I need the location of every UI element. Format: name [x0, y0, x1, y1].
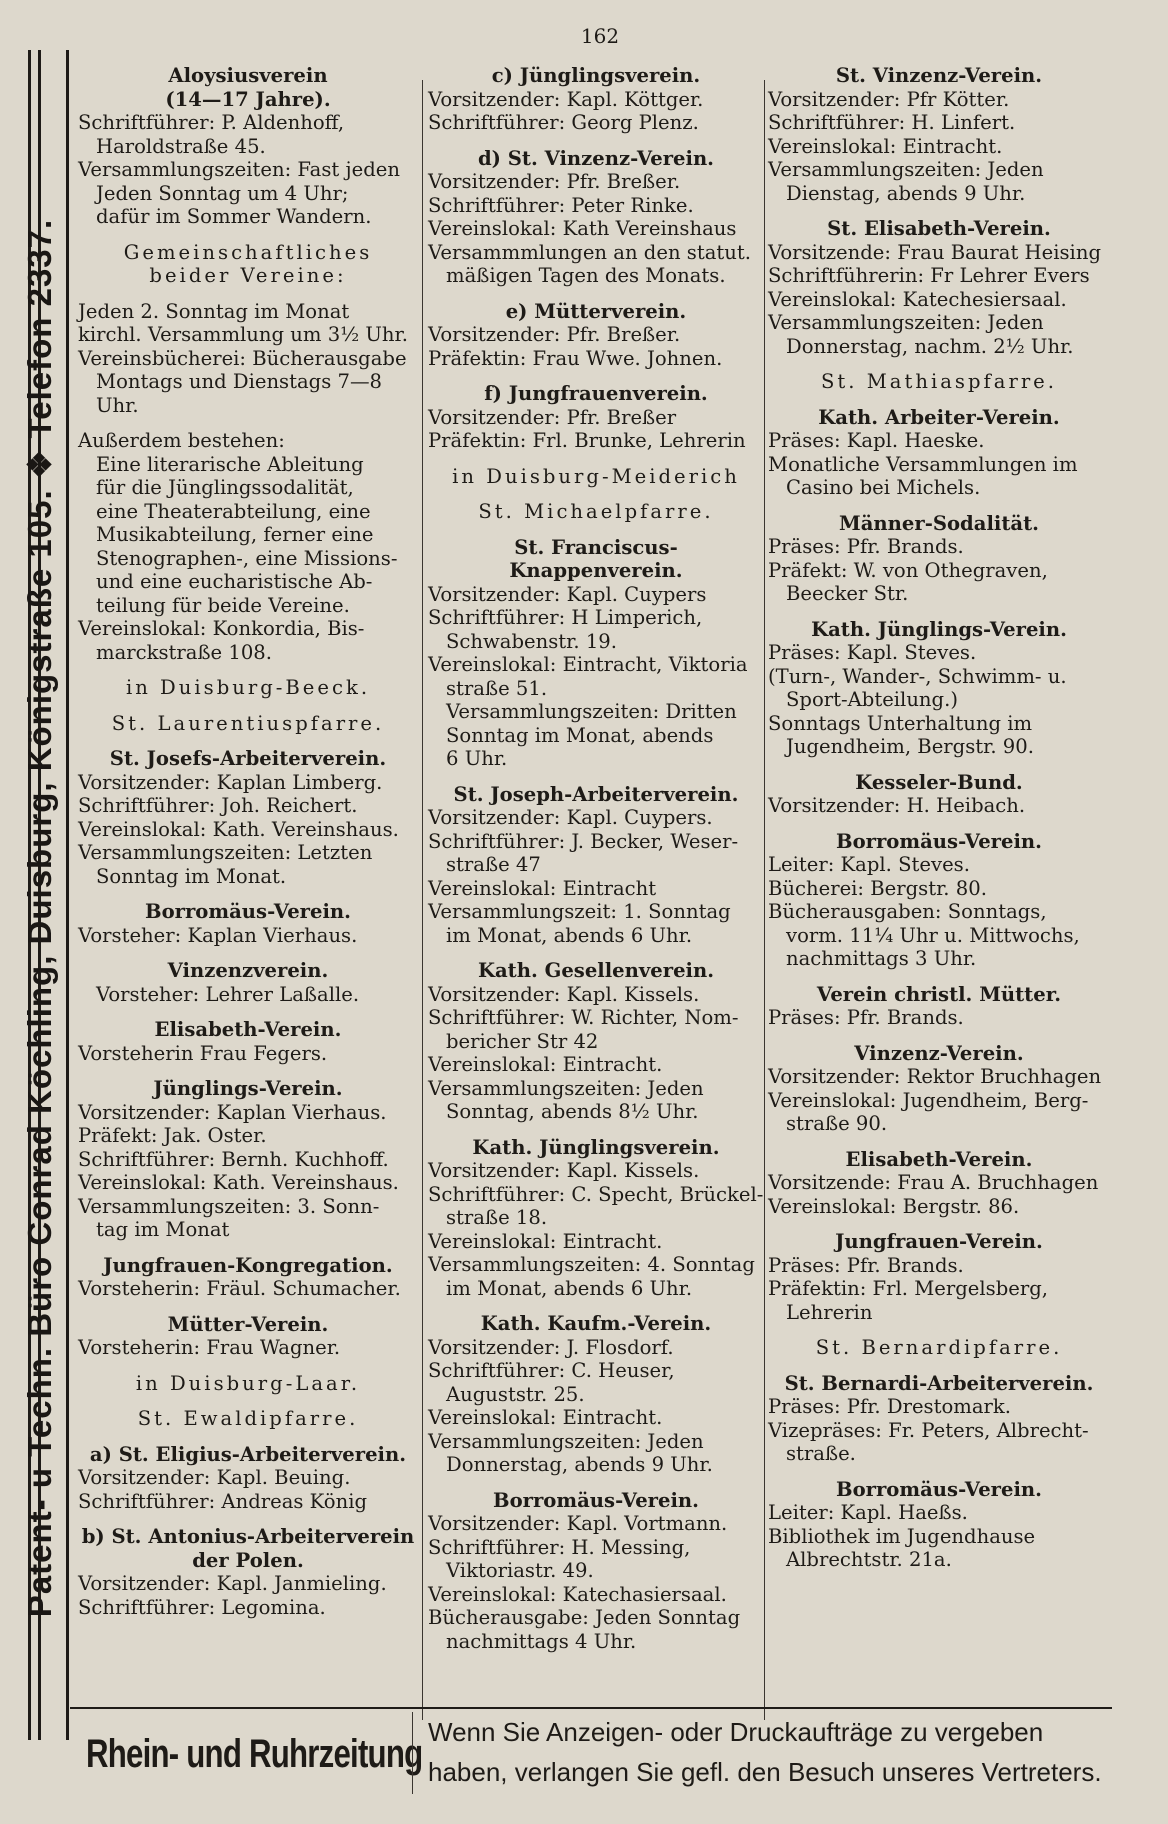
text-line: Vorsitzender: Pfr. Breßer.	[428, 323, 681, 346]
column-rule-1	[422, 80, 423, 1720]
text-line: Dienstag, abends 9 Uhr.	[786, 181, 1026, 205]
text-line: Schriftführer: C. Heuser,	[428, 1359, 675, 1382]
text-line: Donnerstag, nachm. 2½ Uhr.	[786, 334, 1074, 358]
text-line: Schriftführer: C. Specht, Brückel-	[428, 1182, 764, 1206]
text-line: Beecker Str.	[786, 582, 909, 605]
section-heading: Kath. Gesellenverein.	[477, 959, 715, 982]
section-heading: St. Bernardi-Arbeiterverein.	[784, 1371, 1094, 1395]
text-line: Versammlungszeiten: Letzten	[78, 841, 373, 864]
text-line: Donnerstag, abends 9 Uhr.	[446, 1453, 713, 1476]
text-line: Schriftführer: J. Becker, Weser-	[428, 829, 739, 853]
text-line: Vereinsbücherei: Bücherausgabe	[78, 346, 407, 370]
text-line: tag im Monat	[96, 1218, 230, 1241]
column-rule-2	[764, 80, 765, 1720]
text-line: für die Jünglingssodalität,	[96, 476, 354, 499]
text-line: Stenographen-, eine Missions-	[96, 546, 398, 570]
text-line: Vorsitzender: J. Flosdorf.	[428, 1335, 674, 1359]
text-line: Sonntag, abends 8½ Uhr.	[446, 1100, 699, 1123]
text-line: Vorsitzender: Pfr. Breßer	[428, 405, 677, 429]
text-line: Vereinslokal: Eintracht.	[428, 1229, 663, 1253]
footer-print-ad-line-2: haben, verlangen Sie gefl. den Besuch unseres Vertreters.	[428, 1757, 1102, 1787]
text-line: Vorsteherin: Fräul. Schumacher.	[78, 1277, 401, 1300]
text-line: kirchl. Versammlung um 3½ Uhr.	[78, 323, 408, 346]
text-line: bericher Str 42	[446, 1029, 599, 1053]
footer-newspaper-ad: Rhein- und Ruhrzeitung	[86, 1732, 423, 1776]
text-line: Vizepräses: Fr. Peters, Albrecht-	[768, 1418, 1089, 1442]
text-line: Sport-Abteilung.)	[786, 688, 958, 711]
text-line: Vorsteherin Frau Fegers.	[78, 1041, 328, 1065]
text-line: Präses: Pfr. Brands.	[768, 1253, 964, 1277]
section-heading: St. Josefs-Arbeiterverein.	[109, 747, 387, 770]
text-line: straße.	[786, 1442, 856, 1465]
text-line: Bücherei: Bergstr. 80.	[768, 876, 987, 900]
text-line: Schriftführer: Bernh. Kuchhoff.	[78, 1147, 389, 1171]
text-line: Schriftführer: Peter Rinke.	[428, 193, 694, 217]
section-heading: Kesseler-Bund.	[855, 770, 1023, 794]
section-heading: (14—17 Jahre).	[165, 87, 331, 111]
text-line: Vorsitzender: Kapl. Kissels.	[428, 1159, 700, 1182]
text-line: (Turn-, Wander-, Schwimm- u.	[768, 664, 1067, 688]
text-line: Vorsitzender: Kaplan Vierhaus.	[78, 1100, 387, 1124]
section-heading: Vinzenz-Verein.	[854, 1041, 1024, 1065]
text-line: Vorsitzender: Rektor Bruchhagen	[768, 1065, 1102, 1088]
text-line: und eine eucharistische Ab-	[96, 570, 373, 593]
text-line: Haroldstraße 45.	[96, 134, 266, 158]
section-heading: b) St. Antonius-Arbeiterverein	[81, 1525, 415, 1548]
section-heading: St. Joseph-Arbeiterverein.	[453, 782, 739, 806]
text-line: Präses: Pfr. Brands.	[768, 1006, 964, 1029]
section-heading: Jungfrauen-Verein.	[835, 1230, 1043, 1253]
text-line: Präfektin: Frau Wwe. Johnen.	[428, 346, 723, 370]
parish-heading: Gemeinschaftliches	[123, 240, 373, 264]
section-heading: Vinzenzverein.	[167, 959, 329, 982]
text-line: Schriftführerin: Fr Lehrer Evers	[768, 264, 1090, 287]
parish-heading: St. Bernardipfarre.	[815, 1336, 1063, 1359]
parish-heading: in Duisburg-Laar.	[135, 1371, 361, 1395]
text-line: Vereinslokal: Eintracht.	[428, 1406, 663, 1429]
text-line: Präses: Kapl. Haeske.	[768, 429, 985, 452]
section-heading: Borromäus-Verein.	[145, 900, 351, 923]
text-line: Vorsitzender: Kapl. Kissels.	[428, 982, 700, 1006]
text-line: Musikabteilung, ferner eine	[96, 523, 374, 546]
section-heading: Elisabeth-Verein.	[845, 1147, 1033, 1171]
footer-print-ad-line-1: Wenn Sie Anzeigen- oder Druckaufträge zu vergeben	[428, 1717, 1044, 1747]
text-line: Vorsitzender: Kapl. Beuing.	[78, 1466, 351, 1489]
section-heading: St. Franciscus-Knappenverein.	[509, 535, 683, 582]
text-line: eine Theaterabteilung, eine	[96, 499, 371, 523]
text-line: Vorsitzende: Frau A. Bruchhagen	[768, 1171, 1099, 1194]
text-line: Versammlungszeit: 1. Sonntag	[428, 900, 731, 923]
text-line: Casino bei Michels.	[786, 476, 981, 499]
text-line: Monatliche Versammlungen im	[768, 452, 1078, 476]
section-heading: e) Mütterverein.	[505, 299, 687, 323]
text-line: Versammlungszeiten: 4. Sonntag	[428, 1253, 755, 1276]
section-heading: St. Vinzenz-Verein.	[835, 64, 1043, 87]
footer-rule	[70, 1707, 1112, 1709]
text-line: Leiter: Kapl. Steves.	[768, 853, 970, 876]
text-line: Schriftführer: H. Linfert.	[768, 111, 1016, 134]
text-line: Viktoriastr. 49.	[446, 1559, 594, 1582]
text-line: Vorsteher: Lehrer Laßalle.	[96, 982, 360, 1006]
side-advertisement: Patent- u Techn. Büro Conrad Köchling, Duisburg, Königstraße 105. ❖ Telefon 2337.	[21, 218, 58, 1618]
section-heading: Jungfrauen-Kongregation.	[103, 1253, 393, 1277]
text-line: Vereinslokal: Kath. Vereinshaus.	[78, 1171, 399, 1194]
text-line: Vereinslokal: Kath. Vereinshaus.	[78, 817, 399, 841]
page-number: 162	[580, 24, 620, 48]
section-heading: Verein christl. Mütter.	[816, 982, 1062, 1006]
parish-heading: St. Michaelpfarre.	[478, 500, 714, 523]
text-line: Versammlungszeiten: Jeden	[428, 1076, 704, 1100]
text-line: Vorsitzender: H. Heibach.	[768, 794, 1026, 817]
text-line: Präfektin: Frl. Brunke, Lehrerin	[428, 429, 746, 452]
section-heading: Borromäus-Verein.	[836, 1477, 1042, 1501]
column-3	[768, 64, 1110, 1572]
text-line: Vereinslokal: Eintracht.	[768, 134, 1003, 158]
footer-print-ad	[428, 1712, 1108, 1792]
parish-heading: in Duisburg-Meiderich	[452, 464, 740, 488]
text-line: Präses: Pfr. Brands.	[768, 535, 964, 558]
text-line: Eine literarische Ableitung	[96, 452, 364, 476]
text-line: Jugendheim, Bergstr. 90.	[786, 735, 1034, 758]
parish-heading: in Duisburg-Beeck.	[125, 676, 371, 699]
section-heading: Kath. Jünglings-Verein.	[811, 617, 1067, 641]
text-line: Jeden 2. Sonntag im Monat	[78, 299, 350, 323]
text-line: Schriftführer: H. Messing,	[428, 1535, 691, 1559]
text-line: Präfekt: W. von Othegraven,	[768, 558, 1048, 582]
text-line: Vorsitzender: Pfr Kötter.	[768, 87, 1010, 111]
text-line: Bibliothek im Jugendhause	[768, 1524, 1036, 1548]
text-line: Versammlungszeiten: Fast jeden	[78, 158, 400, 181]
text-line: Vereinslokal: Eintracht, Viktoria	[428, 653, 748, 676]
text-line: Schwabenstr. 19.	[446, 629, 617, 653]
text-line: Leiter: Kapl. Haeßs.	[768, 1501, 968, 1524]
text-line: im Monat, abends 6 Uhr.	[446, 923, 693, 947]
text-line: Sonntag im Monat, abends	[446, 723, 714, 747]
text-line: Vereinslokal: Bergstr. 86.	[768, 1194, 1020, 1218]
text-line: Schriftführer: Andreas König	[78, 1489, 367, 1513]
section-heading: c) Jünglingsverein.	[491, 64, 701, 87]
section-heading: Jünglings-Verein.	[153, 1077, 343, 1100]
text-line: Schriftführer: Georg Plenz.	[428, 111, 699, 134]
parish-heading: St. Ewaldipfarre.	[137, 1407, 359, 1430]
text-line: Präfekt: Jak. Oster.	[78, 1124, 267, 1147]
section-heading: a) St. Eligius-Arbeiterverein.	[89, 1442, 407, 1466]
text-line: straße 47	[446, 853, 541, 876]
text-line: im Monat, abends 6 Uhr.	[446, 1276, 693, 1300]
text-line: Versammlungszeiten: Jeden	[428, 1429, 704, 1453]
text-line: Schriftführer: P. Aldenhoff,	[78, 111, 345, 134]
section-heading: f) Jungfrauenverein.	[484, 382, 708, 405]
section-heading: Aloysiusverein	[168, 64, 328, 87]
text-line: Lehrerin	[786, 1300, 873, 1324]
section-heading: Kath. Kaufm.-Verein.	[480, 1312, 712, 1335]
text-line: Uhr.	[96, 393, 139, 417]
text-line: Vorsitzender: Kapl. Cuypers.	[428, 806, 713, 829]
parish-heading: beider Vereine:	[149, 264, 347, 287]
section-heading: d) St. Vinzenz-Verein.	[477, 146, 715, 170]
text-line: Versammlungszeiten: Jeden	[768, 311, 1044, 334]
text-line: straße 90.	[786, 1112, 888, 1135]
text-line: Vorsitzende: Frau Baurat Heising	[768, 240, 1101, 264]
text-line: teilung für beide Vereine.	[96, 593, 350, 617]
text-line: Vorsteherin: Frau Wagner.	[78, 1336, 341, 1359]
text-line: Vereinslokal: Eintracht.	[428, 1053, 663, 1076]
section-heading: Mütter-Verein.	[167, 1312, 329, 1336]
text-line: Versammlungszeiten: 3. Sonn-	[78, 1194, 380, 1218]
text-line: Vorsitzender: Kaplan Limberg.	[78, 770, 383, 794]
section-heading: Kath. Arbeiter-Verein.	[818, 405, 1060, 429]
text-line: nachmittags 4 Uhr.	[446, 1629, 637, 1653]
text-line: straße 51.	[446, 676, 548, 700]
text-line: Außerdem bestehen:	[78, 429, 285, 452]
text-line: Präses: Pfr. Drestomark.	[768, 1395, 1011, 1418]
text-line: marckstraße 108.	[96, 640, 272, 664]
text-line: Montags und Dienstags 7—8	[96, 370, 383, 393]
text-line: Vorsitzender: Kapl. Cuypers	[428, 582, 707, 606]
parish-heading: St. Mathiaspfarre.	[820, 370, 1058, 393]
text-line: Albrechtstr. 21a.	[786, 1548, 952, 1571]
text-line: Auguststr. 25.	[446, 1382, 585, 1406]
text-line: dafür im Sommer Wandern.	[96, 205, 372, 228]
text-line: Vorsitzender: Kapl. Vortmann.	[428, 1512, 728, 1535]
text-line: Versammlungszeiten: Jeden	[768, 158, 1044, 181]
text-line: Vorsitzender: Kapl. Köttger.	[428, 87, 704, 111]
text-line: vorm. 11¼ Uhr u. Mittwochs,	[786, 923, 1080, 947]
footer-separator	[412, 1712, 413, 1794]
text-line: Versammmlungen an den statut.	[428, 240, 751, 264]
text-line: mäßigen Tagen des Monats.	[446, 264, 726, 287]
text-line: Vorsitzender: Pfr. Breßer.	[428, 170, 681, 193]
section-heading: St. Elisabeth-Verein.	[827, 217, 1051, 240]
section-heading: der Polen.	[192, 1548, 304, 1572]
text-line: Sonntag im Monat.	[96, 864, 287, 888]
text-line: Schriftführer: H Limperich,	[428, 606, 703, 629]
text-line: 6 Uhr.	[446, 747, 508, 770]
section-heading: Borromäus-Verein.	[836, 829, 1042, 853]
text-line: Schriftführer: Legomina.	[78, 1595, 326, 1619]
text-line: straße 18.	[446, 1206, 548, 1229]
text-line: Vereinslokal: Kath Vereinshaus	[428, 217, 737, 240]
text-line: Vereinslokal: Katechasiersaal.	[428, 1582, 727, 1606]
section-heading: Elisabeth-Verein.	[154, 1018, 342, 1041]
text-line: Sonntags Unterhaltung im	[768, 711, 1033, 735]
text-line: Bücherausgabe: Jeden Sonntag	[428, 1606, 741, 1629]
text-line: Vereinslokal: Katechesiersaal.	[768, 287, 1067, 311]
column-2	[428, 64, 764, 1653]
text-line: Präfektin: Frl. Mergelsberg,	[768, 1277, 1048, 1300]
column-1	[78, 64, 418, 1619]
text-line: Bücherausgaben: Sonntags,	[768, 900, 1047, 923]
section-heading: Männer-Sodalität.	[839, 511, 1039, 535]
text-line: Vorsteher: Kaplan Vierhaus.	[78, 923, 358, 947]
text-line: Vereinslokal: Jugendheim, Berg-	[768, 1088, 1089, 1112]
text-line: Vorsitzender: Kapl. Janmieling.	[78, 1572, 387, 1595]
text-line: nachmittags 3 Uhr.	[786, 947, 977, 970]
text-line: Vereinslokal: Konkordia, Bis-	[78, 617, 365, 640]
section-heading: Kath. Jünglingsverein.	[472, 1135, 720, 1159]
text-line: Versammlungszeiten: Dritten	[446, 700, 737, 723]
parish-heading: St. Laurentiuspfarre.	[111, 711, 385, 735]
text-line: Schriftführer: W. Richter, Nom-	[428, 1006, 739, 1029]
text-line: Schriftführer: Joh. Reichert.	[78, 794, 358, 817]
text-line: Jeden Sonntag um 4 Uhr;	[96, 181, 349, 205]
section-heading: Borromäus-Verein.	[493, 1488, 699, 1512]
text-line: Präses: Kapl. Steves.	[768, 641, 977, 664]
side-rule-right	[66, 50, 69, 1740]
text-line: Vereinslokal: Eintracht	[428, 876, 657, 900]
